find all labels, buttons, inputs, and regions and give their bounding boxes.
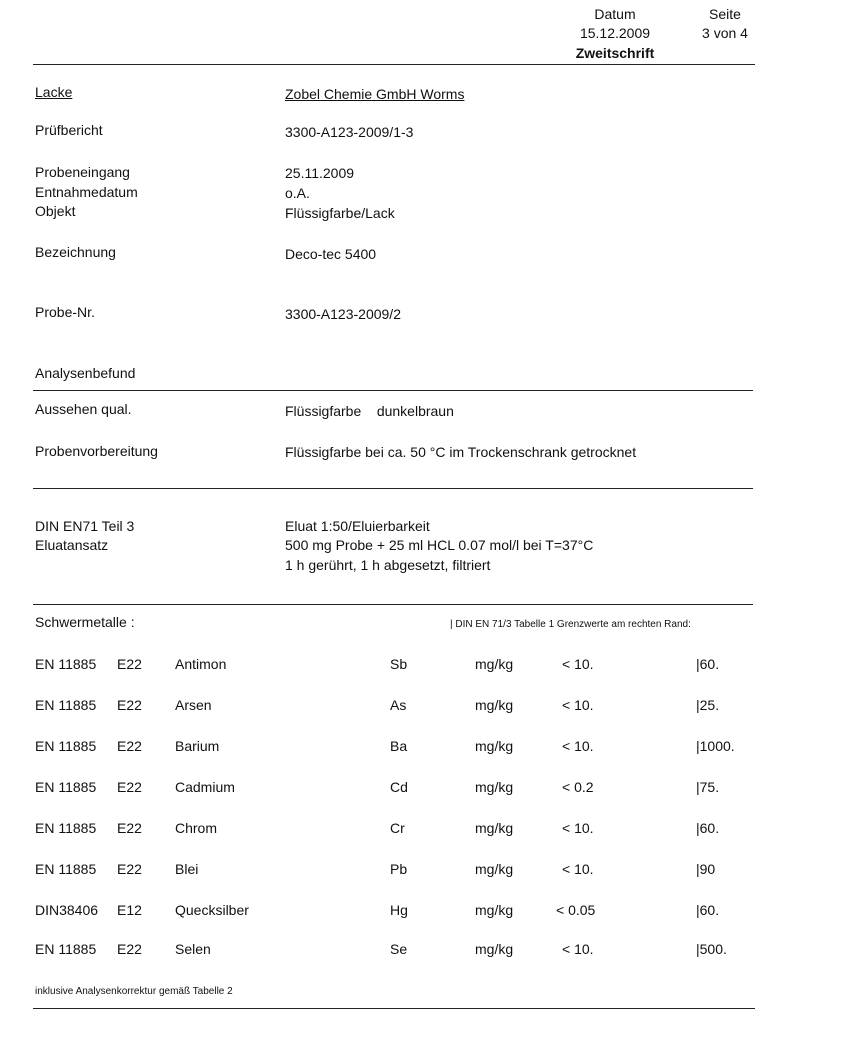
datum-label: Datum bbox=[594, 6, 636, 22]
method-cell: EN 11885 bbox=[35, 820, 97, 836]
limit-cell: |60. bbox=[696, 902, 720, 918]
aussehen-label: Aussehen qual. bbox=[35, 401, 132, 417]
code-cell: E22 bbox=[117, 941, 142, 957]
header-divider bbox=[33, 64, 755, 65]
eluat-line-1: Eluat 1:50/Eluierbarkeit bbox=[285, 518, 430, 534]
bezeichnung-label: Bezeichnung bbox=[35, 244, 116, 260]
probeneingang-value: 25.11.2009 bbox=[285, 165, 355, 181]
analysis-divider bbox=[33, 390, 753, 391]
value-cell: < 0.05 bbox=[556, 902, 596, 918]
value-cell: < 10. bbox=[562, 861, 594, 877]
eluat-line-2: 500 mg Probe + 25 ml HCL 0.07 mol/l bei T=37°C bbox=[285, 537, 594, 553]
unit-cell: mg/kg bbox=[475, 941, 514, 957]
limit-cell: |75. bbox=[696, 779, 720, 795]
code-cell: E22 bbox=[117, 861, 142, 877]
limit-cell: |60. bbox=[696, 656, 720, 672]
schwermetalle-label: Schwermetalle : bbox=[35, 614, 135, 630]
datum-value: 15.12.2009 bbox=[579, 25, 651, 41]
code-cell: E22 bbox=[117, 779, 142, 795]
value-cell: < 10. bbox=[562, 738, 594, 754]
element-name-cell: Chrom bbox=[175, 820, 218, 836]
probe-nr-value: 3300-A123-2009/2 bbox=[285, 306, 401, 322]
unit-cell: mg/kg bbox=[475, 861, 514, 877]
value-cell: < 10. bbox=[562, 941, 594, 957]
method-cell: EN 11885 bbox=[35, 656, 97, 672]
element-name-cell: Barium bbox=[175, 738, 220, 754]
footer-divider bbox=[33, 1008, 755, 1009]
element-name-cell: Blei bbox=[175, 861, 199, 877]
eluat-divider bbox=[33, 604, 753, 605]
analysenbefund-label: Analysenbefund bbox=[35, 365, 136, 381]
unit-cell: mg/kg bbox=[475, 779, 514, 795]
code-cell: E22 bbox=[117, 820, 142, 836]
symbol-cell: Pb bbox=[390, 861, 408, 877]
limits-note: | DIN EN 71/3 Tabelle 1 Grenzwerte am rechten Rand: bbox=[450, 619, 691, 630]
method-cell: EN 11885 bbox=[35, 697, 97, 713]
method-cell: EN 11885 bbox=[35, 738, 97, 754]
element-name-cell: Antimon bbox=[175, 656, 227, 672]
company-name: Zobel Chemie GmbH Worms bbox=[285, 86, 465, 102]
table-row bbox=[0, 861, 850, 879]
value-cell: < 10. bbox=[562, 656, 594, 672]
vorbereitung-label: Probenvorbereitung bbox=[35, 443, 158, 459]
pruefbericht-value: 3300-A123-2009/1-3 bbox=[285, 124, 414, 140]
objekt-label: Objekt bbox=[35, 203, 76, 219]
code-cell: E22 bbox=[117, 656, 142, 672]
code-cell: E22 bbox=[117, 697, 142, 713]
footnote: inklusive Analysenkorrektur gemäß Tabelle 2 bbox=[35, 986, 233, 997]
table-row bbox=[0, 820, 850, 838]
unit-cell: mg/kg bbox=[475, 738, 514, 754]
method-cell: DIN38406 bbox=[35, 902, 99, 918]
seite-label: Seite bbox=[709, 6, 741, 22]
element-name-cell: Arsen bbox=[175, 697, 212, 713]
table-row bbox=[0, 697, 850, 715]
table-row bbox=[0, 902, 850, 920]
symbol-cell: Se bbox=[390, 941, 408, 957]
lacke-label: Lacke bbox=[35, 84, 73, 100]
limit-cell: |500. bbox=[696, 941, 727, 957]
method-cell: EN 11885 bbox=[35, 861, 97, 877]
table-row bbox=[0, 779, 850, 797]
symbol-cell: Hg bbox=[390, 902, 408, 918]
element-name-cell: Cadmium bbox=[175, 779, 235, 795]
eluat-line-3: 1 h gerührt, 1 h abgesetzt, filtriert bbox=[285, 557, 491, 573]
symbol-cell: Sb bbox=[390, 656, 408, 672]
method-cell: EN 11885 bbox=[35, 779, 97, 795]
code-cell: E22 bbox=[117, 738, 142, 754]
bezeichnung-value: Deco-tec 5400 bbox=[285, 246, 377, 262]
limit-cell: |60. bbox=[696, 820, 720, 836]
limit-cell: |1000. bbox=[696, 738, 735, 754]
eluatansatz-label: Eluatansatz bbox=[35, 537, 109, 553]
probe-nr-label: Probe-Nr. bbox=[35, 304, 95, 320]
method-cell: EN 11885 bbox=[35, 941, 97, 957]
vorbereitung-value: Flüssigfarbe bei ca. 50 °C im Trockenschrank getrocknet bbox=[285, 444, 637, 460]
objekt-value: Flüssigfarbe/Lack bbox=[285, 205, 395, 221]
table-row bbox=[0, 656, 850, 674]
preparation-divider bbox=[33, 488, 753, 489]
table-row bbox=[0, 941, 850, 959]
value-cell: < 0.2 bbox=[562, 779, 594, 795]
symbol-cell: Cr bbox=[390, 820, 405, 836]
entnahmedatum-value: o.A. bbox=[285, 185, 310, 201]
unit-cell: mg/kg bbox=[475, 697, 514, 713]
element-name-cell: Quecksilber bbox=[175, 902, 249, 918]
seite-value: 3 von 4 bbox=[702, 25, 748, 41]
element-name-cell: Selen bbox=[175, 941, 211, 957]
unit-cell: mg/kg bbox=[475, 902, 514, 918]
aussehen-value: Flüssigfarbe dunkelbraun bbox=[285, 403, 454, 419]
limit-cell: |90 bbox=[696, 861, 716, 877]
value-cell: < 10. bbox=[562, 820, 594, 836]
unit-cell: mg/kg bbox=[475, 656, 514, 672]
probeneingang-label: Probeneingang bbox=[35, 164, 130, 180]
symbol-cell: Ba bbox=[390, 738, 408, 754]
value-cell: < 10. bbox=[562, 697, 594, 713]
symbol-cell: As bbox=[390, 697, 407, 713]
symbol-cell: Cd bbox=[390, 779, 408, 795]
table-row bbox=[0, 738, 850, 756]
entnahmedatum-label: Entnahmedatum bbox=[35, 184, 138, 200]
limit-cell: |25. bbox=[696, 697, 720, 713]
pruefbericht-label: Prüfbericht bbox=[35, 122, 103, 138]
unit-cell: mg/kg bbox=[475, 820, 514, 836]
code-cell: E12 bbox=[117, 902, 142, 918]
method-label: DIN EN71 Teil 3 bbox=[35, 518, 135, 534]
copy-label: Zweitschrift bbox=[575, 45, 655, 61]
